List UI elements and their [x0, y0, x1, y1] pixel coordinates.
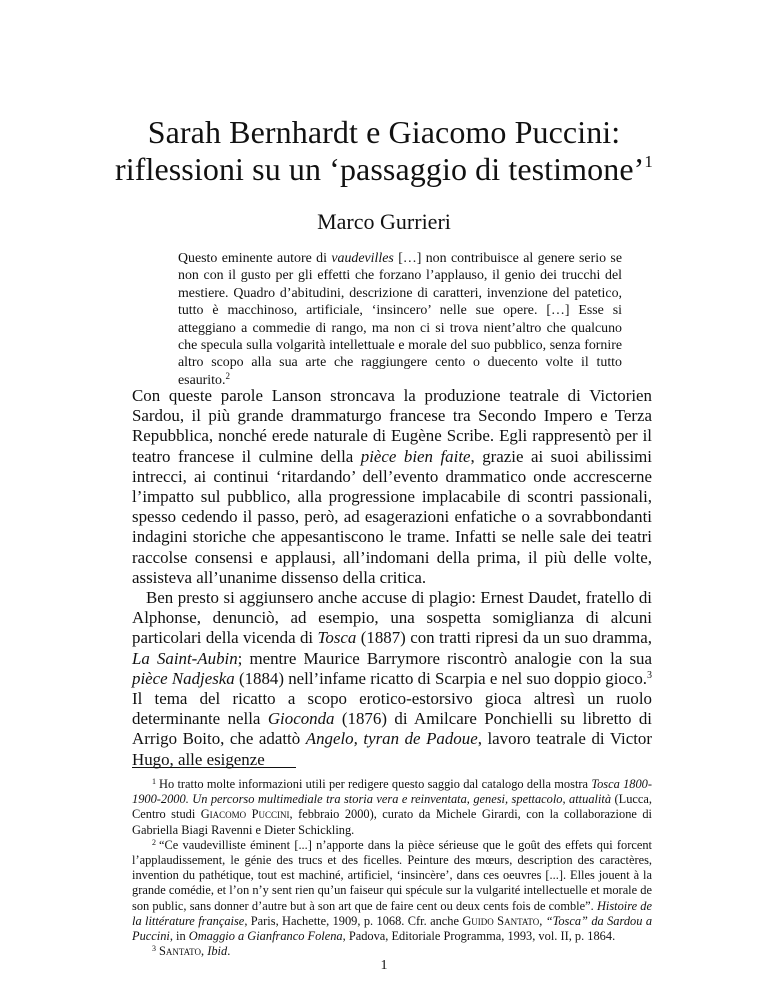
footnote-1: $^1$ Ho tratto molte informazioni utili per redigere questo saggio dal catalogo della mostra Tosca 1800-1900-2000. Un percorso multimediale tra storia vera e reinventata, genesi, spettacolo, attualità (Lucca, Centro studi Giacomo Puccini, febbraio 2000), curato da Michele Girardi, con la collaborazione di Gabriella Biagi Ravenni e Dieter Schickling.: [132, 777, 652, 837]
footnote-ref-3[interactable]: 3: [647, 669, 653, 681]
paragraph-2: Ben presto si aggiunsero anche accuse di plagio: Ernest Daudet, fratello di Alphonse, denunciò, ad esempio, una sospetta somiglianza di alcuni particolari della vicenda di Tosca (1887) con tratti ripresi da un suo dramma, La Saint-Aubin; mentre Maurice Barrymore riscontrò analogie con la sua pièce Nadjeska (1884) nell’infame ricatto di Scarpia e nel suo doppio gioco.$^3$ Il tema del ricatto a scopo erotico-estorsivo gioca altresì un ruolo determinante nella Gioconda (1876) di Amilcare Ponchielli su libretto di Arrigo Boito, che adattò Angelo, tyran de Padoue, lavoro teatrale di Victor Hugo, alle esigenze: [132, 588, 653, 769]
paper-title: [0, 114, 768, 188]
title-line-1: Sarah Bernhardt e Giacomo Puccini:: [147, 114, 621, 150]
footnote-3: $^3$ Santato, Ibid.: [152, 944, 231, 959]
epigraph-quote: Questo eminente autore di vaudevilles […] non contribuisce al genere serio se non con il gusto per gli effetti che forzano l’applauso, il genio dei trucchi del mestiere. Quadro d’abitudini, descrizione di caratteri, invenzione del patetico, tutto è macchinoso, artificiale, ‘insincero’ nelle sue opere. […] Esse si atteggiano a commedie di rango, ma non ci si trova nient’altro che qualcuno che specula sulla volgarità intellettuale e morale del suo pubblico, senza fornire altro scopo alla sua arte che raggiungere cento o duecento volte il tutto esaurito.$^2$: [178, 251, 622, 388]
title-line-2: riflessioni su un ‘passaggio di testimone’: [114, 151, 645, 187]
body-text: [132, 386, 652, 770]
footnote-divider: [132, 767, 296, 768]
page-number: 1: [380, 958, 388, 973]
footnote-ref-1[interactable]: 1: [644, 152, 654, 171]
author-name: Marco Gurrieri: [317, 209, 451, 234]
paragraph-1: Con queste parole Lanson stroncava la produzione teatrale di Victorien Sardou, il più grande drammaturgo francese tra Secondo Impero e Terza Repubblica, nonché erede naturale di Eugène Scribe. Egli rappresentò per il teatro francese il culmine della pièce bien faite, grazie ai suoi abilissimi intrecci, ai continui ‘ritardando’ dell’evento drammatico onde accrescerne l’impatto sul pubblico, alla progressione implacabile di scontri passionali, spesso cedendo il passo, però, ad esagerazioni enfatiche o a sovrabbondanti indagini storiche che appesantiscono le trame. Infatti se nelle sale dei teatri raccolse consensi e applausi, all’indomani della prima, il più delle volte, assisteva all’unanime dissenso della critica.: [132, 386, 652, 587]
footnote-2: $^2$ “Ce vaudevilliste éminent [...] n’apporte dans la pièce sérieuse que le goût des effets qui forcent l’applaudissement, le génie des trucs et des ficelles. Peinture des mœurs, description des caractères, invention du pathétique, tout est machiné, artificiel, ‘insincère’, dans ces oeuvres [...]. Elles jouent à la grande comédie, et l’on n’y sent rien qu’un faiseur qui spécule sur la vulgarité intellectuelle et morale de son public, sans donner d’autre but à son art que de faire cent ou deux cents fois de comble”. Histoire de la littérature française, Paris, Hachette, 1909, p. 1068. Cfr. anche Guido Santato, “Tosca” da Sardou a Puccini, in Omaggio a Gianfranco Folena, Padova, Editoriale Programma, 1993, vol. II, p. 1864.: [132, 837, 653, 944]
footnotes: [132, 777, 652, 959]
footnote-ref-2[interactable]: 2: [225, 370, 230, 381]
